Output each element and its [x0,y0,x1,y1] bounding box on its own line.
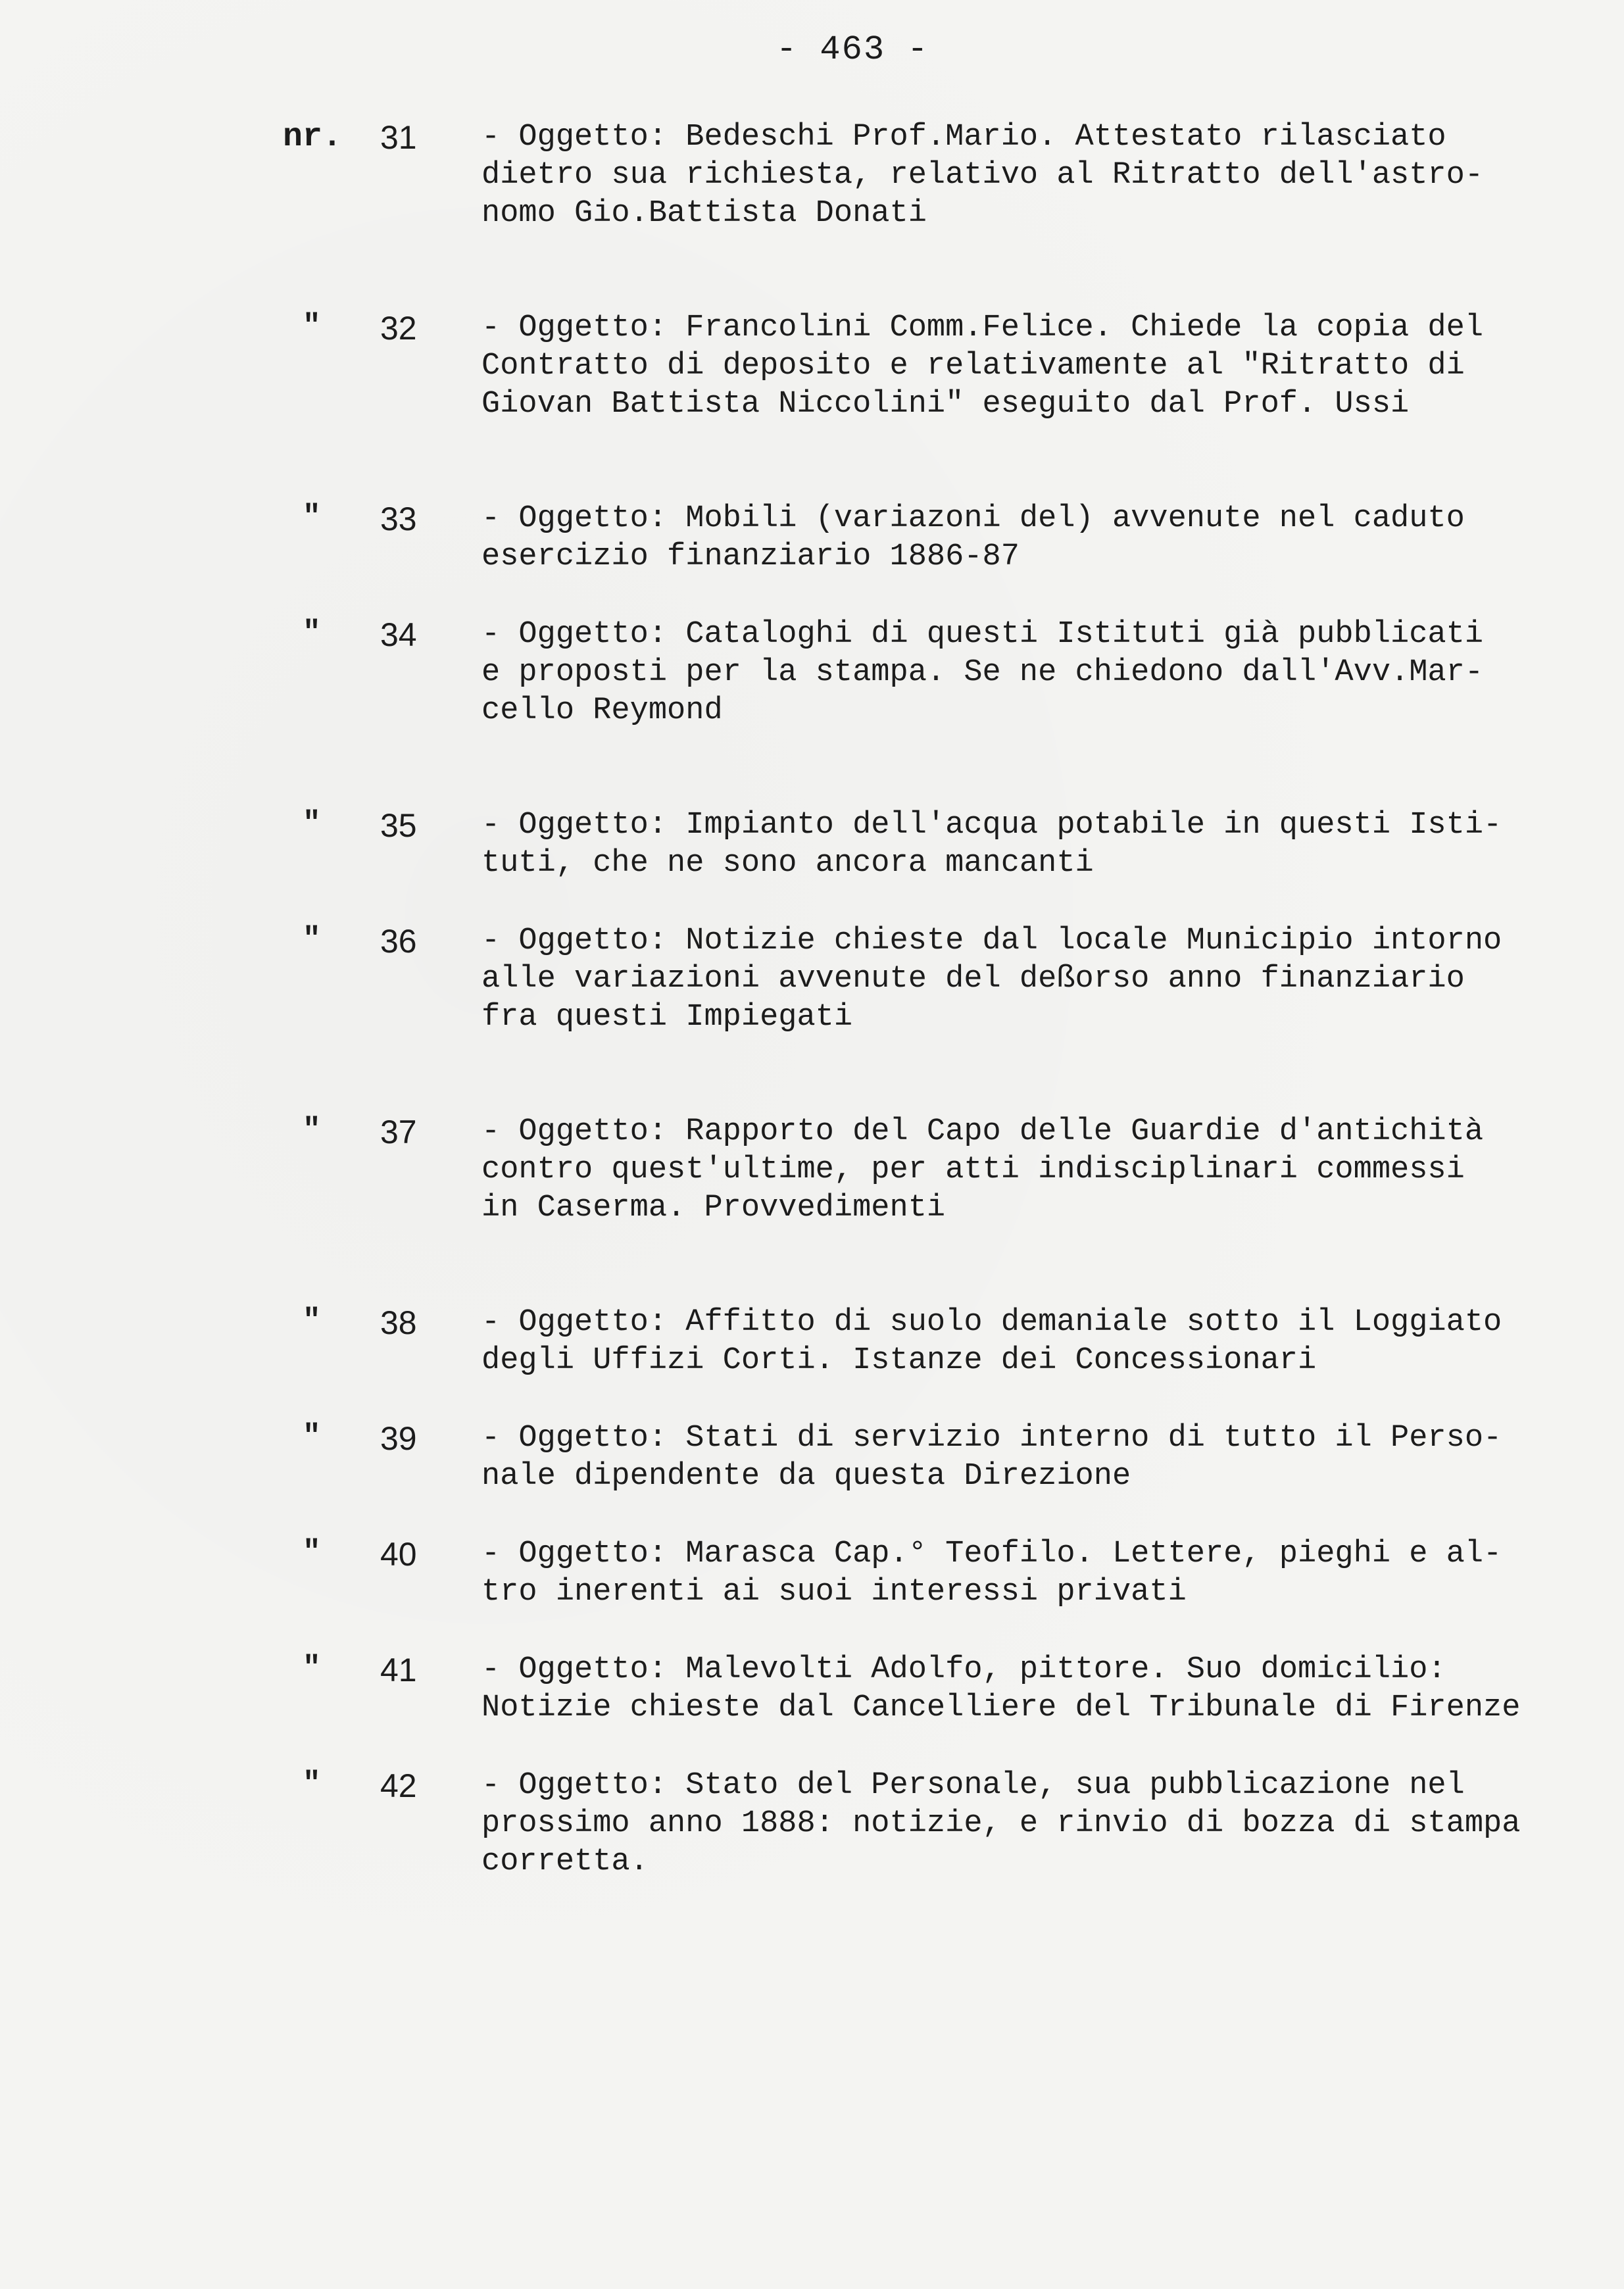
entry-number: 38 [380,1304,417,1341]
entry-line: - Oggetto: Affitto di suolo demaniale sotto il Loggiato [481,1305,1502,1340]
entry-number: 35 [380,807,417,844]
entry [283,1419,1605,1535]
entry-line: alle variazioni avvenute del deßorso anno finanziario [481,962,1465,997]
ditto-mark: " [303,1535,321,1569]
entry-text [481,1535,1600,1612]
entry-line: - Oggetto: Stati di servizio interno di tutto il Perso- [481,1421,1502,1456]
ditto-mark: " [303,806,321,841]
entry-text [481,1767,1600,1881]
entry-number: 31 [380,119,417,156]
entry-text [481,1304,1600,1380]
entry [283,1651,1605,1767]
entry-line: tro inerenti ai suoi interessi privati [481,1575,1187,1610]
entry-number: 34 [380,616,417,653]
entry [283,500,1605,616]
entry-number: 42 [380,1767,417,1804]
entry-line: - Oggetto: Cataloghi di questi Istituti già pubblicati [481,617,1484,652]
entry [283,922,1605,1113]
ditto-mark: " [303,616,321,650]
entry-line: - Oggetto: Mobili (variazoni del) avvenute nel caduto [481,501,1465,536]
entry-line: Notizie chieste dal Cancelliere del Tribunale di Firenze [481,1690,1521,1725]
entry [283,616,1605,806]
entry-number: 40 [380,1536,417,1573]
ditto-mark: " [303,1419,321,1454]
entry-text [481,806,1600,883]
entry-line: dietro sua richiesta, relativo al Ritratto dell'astro- [481,158,1484,193]
entry-text [481,500,1600,576]
entry-line: in Caserma. Provvedimenti [481,1191,946,1225]
ditto-mark: " [303,309,321,343]
entry [283,1767,1605,1957]
entry-line: nomo Gio.Battista Donati [481,196,927,231]
entry-line: e proposti per la stampa. Se ne chiedono dall'Avv.Mar- [481,655,1484,690]
ditto-mark: " [303,1767,321,1801]
entry-line: - Oggetto: Bedeschi Prof.Mario. Attestato rilasciato [481,120,1446,155]
page-number: - 463 - [776,30,929,69]
entry-text [481,118,1600,233]
entry-text [481,1113,1600,1227]
entry-line: Contratto di deposito e relativamente al "Ritratto di [481,349,1465,383]
ditto-mark: " [303,1304,321,1338]
entry-number: 33 [380,501,417,537]
entry-line: - Oggetto: Stato del Personale, sua pubblicazione nel [481,1768,1465,1803]
entry-number: 39 [380,1420,417,1457]
ditto-mark: " [303,500,321,534]
entry-text [481,309,1600,424]
entry-line: cello Reymond [481,693,723,728]
entry-list [283,118,1605,1957]
entry [283,118,1605,309]
entry-line: corretta. [481,1844,649,1879]
entry [283,1113,1605,1304]
entry-marker: nr. [283,118,343,156]
entry-line: prossimo anno 1888: notizie, e rinvio di bozza di stampa [481,1806,1521,1841]
entry-line: - Oggetto: Malevolti Adolfo, pittore. Suo domicilio: [481,1652,1446,1687]
entry [283,1304,1605,1419]
entry-number: 41 [380,1652,417,1688]
entry-line: - Oggetto: Impianto dell'acqua potabile in questi Isti- [481,808,1502,843]
entry [283,309,1605,500]
entry-text [481,1419,1600,1496]
ditto-mark: " [303,1113,321,1147]
entry-line: contro quest'ultime, per atti indisciplinari commessi [481,1152,1465,1187]
entry-line: fra questi Impiegati [481,1000,853,1035]
entry-number: 36 [380,923,417,960]
entry-line: nale dipendente da questa Direzione [481,1459,1131,1494]
ditto-mark: " [303,922,321,956]
entry-line: - Oggetto: Marasca Cap.° Teofilo. Lettere, pieghi e al- [481,1537,1502,1571]
entry-line: esercizio finanziario 1886-87 [481,539,1020,574]
entry-line: Giovan Battista Niccolini" eseguito dal Prof. Ussi [481,387,1410,422]
entry-line: - Oggetto: Rapporto del Capo delle Guardie d'antichità [481,1114,1484,1149]
entry [283,806,1605,922]
entry-line: degli Uffizi Corti. Istanze dei Concessionari [481,1343,1317,1378]
entry [283,1535,1605,1651]
entry-text [481,616,1600,730]
entry-line: - Oggetto: Notizie chieste dal locale Municipio intorno [481,923,1502,958]
ditto-mark: " [303,1651,321,1685]
entry-line: - Oggetto: Francolini Comm.Felice. Chiede la copia del [481,310,1484,345]
entry-text [481,1651,1600,1727]
entry-line: tuti, che ne sono ancora mancanti [481,846,1094,881]
entry-number: 32 [380,310,417,347]
entry-text [481,922,1600,1037]
entry-number: 37 [380,1114,417,1150]
